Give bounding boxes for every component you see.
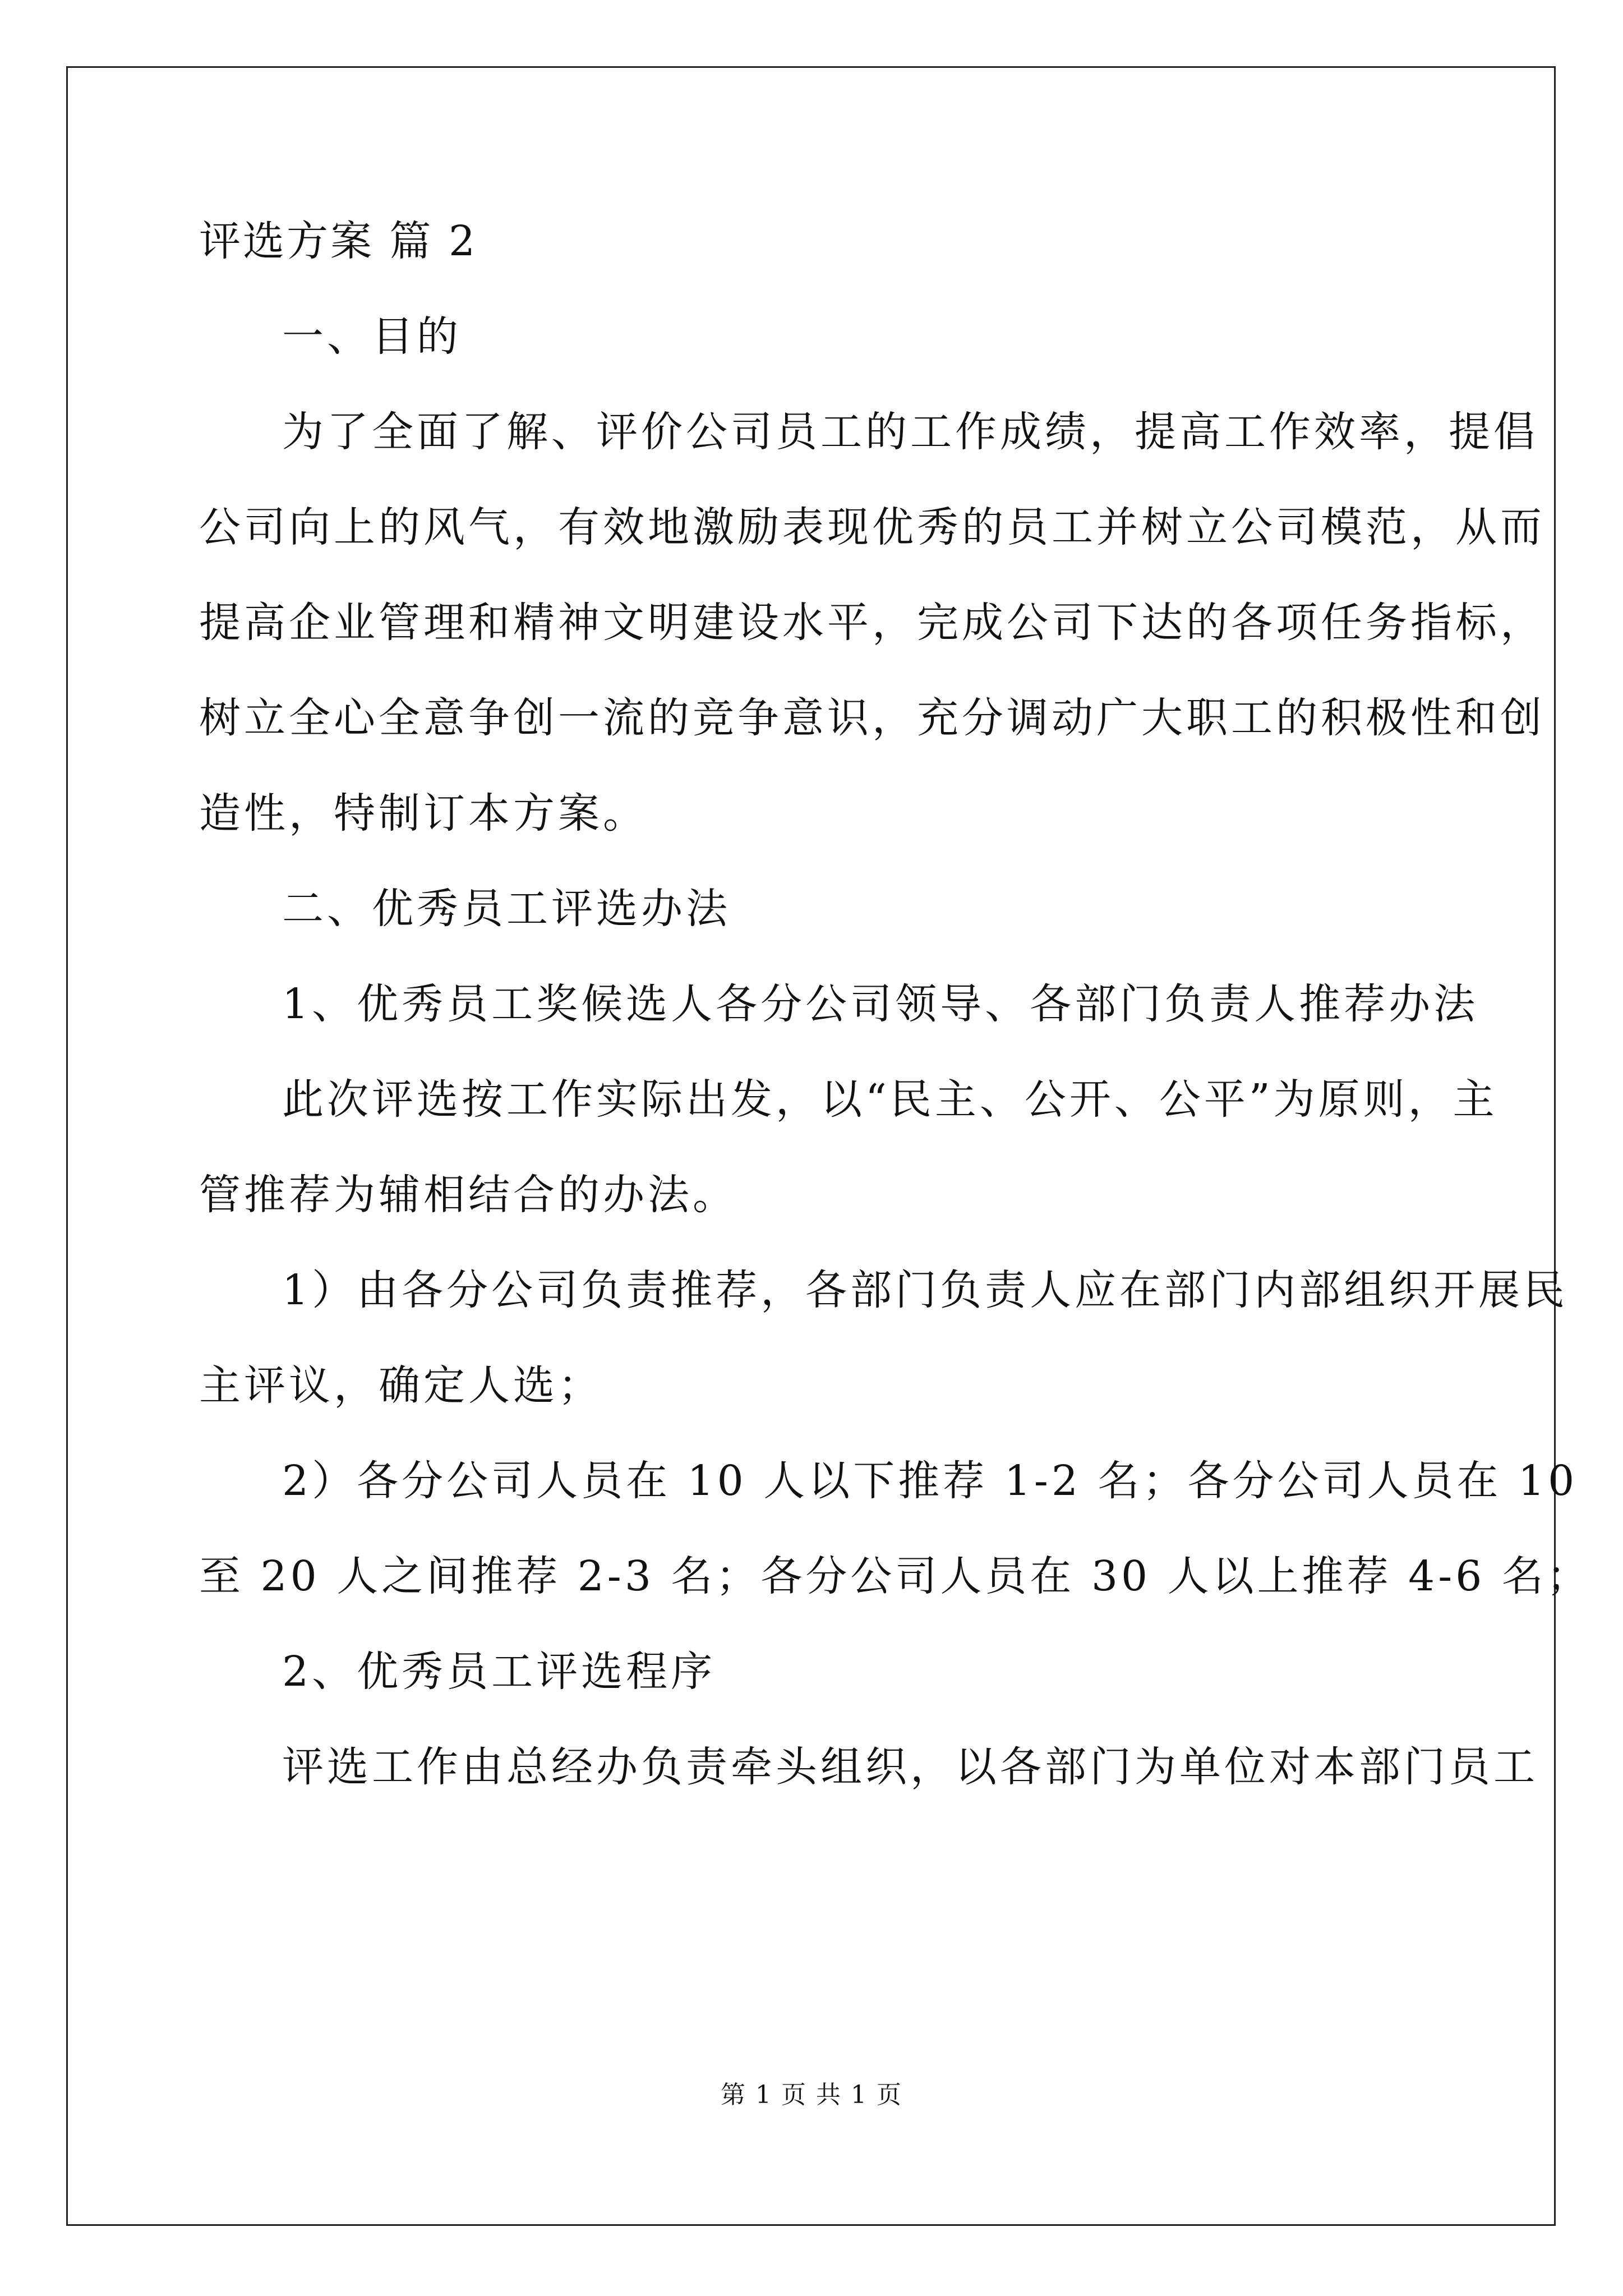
section-heading: 一、目的 xyxy=(282,312,462,361)
paragraph-line: 2）各分公司人员在 10 人以下推荐 1-2 名；各分公司人员在 10 xyxy=(282,1457,1578,1505)
paragraph-line: 1）由各分公司负责推荐，各部门负责人应在部门内部组织开展民 xyxy=(282,1266,1569,1314)
section-heading: 二、优秀员工评选办法 xyxy=(282,885,731,933)
paragraph-line: 为了全面了解、评价公司员工的工作成绩，提高工作效率，提倡 xyxy=(282,408,1538,456)
paragraph-line: 管推荐为辅相结合的办法。 xyxy=(199,1171,737,1219)
paragraph-line: 主评议，确定人选； xyxy=(199,1361,603,1410)
paragraph-line: 树立全心全意争创一流的竞争意识，充分调动广大职工的积极性和创 xyxy=(199,694,1545,742)
document-body xyxy=(199,213,1592,1795)
paragraph-line: 提高企业管理和精神文明建设水平，完成公司下达的各项任务指标， xyxy=(199,599,1545,647)
paragraph-line: 造性，特制订本方案。 xyxy=(199,789,648,838)
paragraph-line: 评选工作由总经办负责牵头组织，以各部门为单位对本部门员工 xyxy=(282,1743,1538,1791)
paragraph-line: 至 20 人之间推荐 2-3 名；各分公司人员在 30 人以上推荐 4-6 名； xyxy=(199,1552,1592,1600)
paragraph-line: 公司向上的风气，有效地激励表现优秀的员工并树立公司模范，从而 xyxy=(199,503,1545,551)
subsection-heading: 2、优秀员工评选程序 xyxy=(282,1648,716,1696)
subsection-heading: 1、优秀员工奖候选人各分公司领导、各部门负责人推荐办法 xyxy=(282,980,1479,1028)
page-number: 第 1 页 共 1 页 xyxy=(721,2081,902,2109)
paragraph-line: 此次评选按工作实际出发，以“民主、公开、公平”为原则，主 xyxy=(282,1075,1498,1124)
document-title: 评选方案 篇 2 xyxy=(199,217,478,265)
